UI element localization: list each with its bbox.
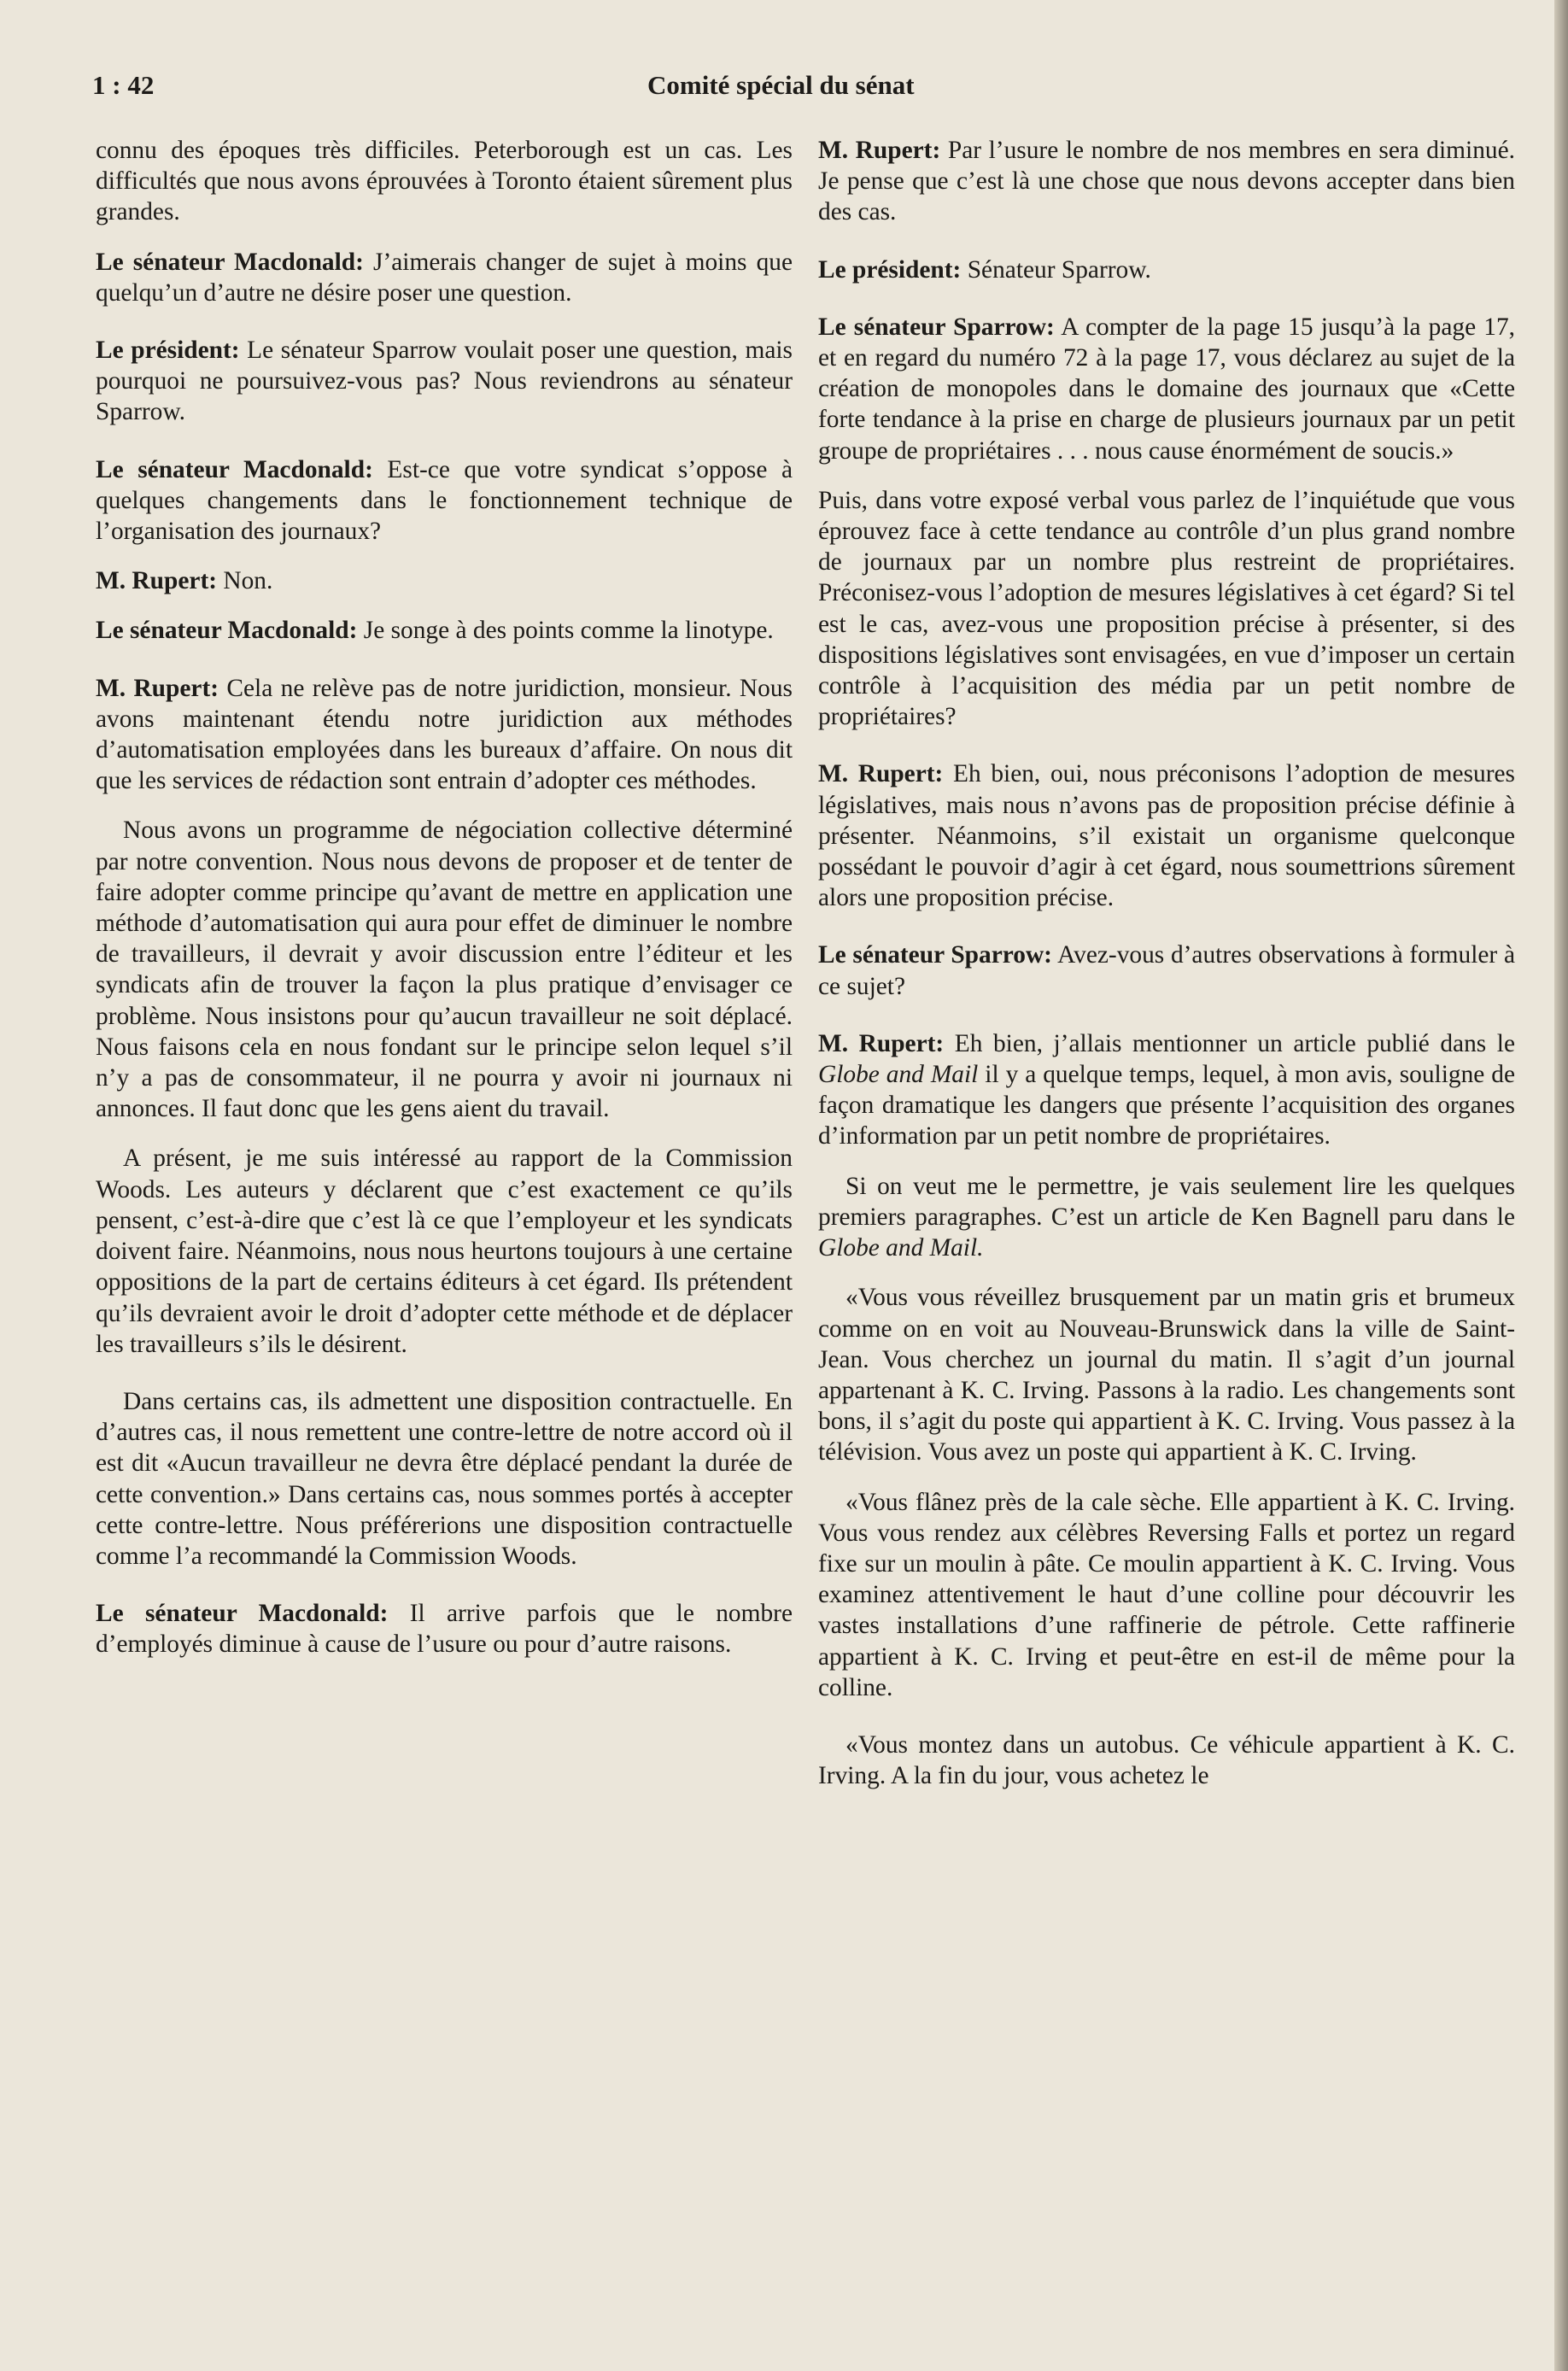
speaker: M. Rupert:: [96, 567, 218, 595]
page-edge: [1554, 0, 1568, 2371]
paragraph: Le sénateur Macdonald: Est-ce que votre syndicat s’oppose à quelques changements dans le fonctionnement technique de l’organisation des journaux?: [96, 455, 793, 546]
speaker: Le sénateur Macdonald:: [96, 248, 364, 276]
paragraph: Le président: Sénateur Sparrow.: [818, 255, 1151, 284]
paragraph: M. Rupert: Non.: [96, 567, 273, 595]
paragraph: «Vous flânez près de la cale sèche. Elle appartient à K. C. Irving. Vous vous rendez aux célèbres Reversing Falls et portez un regard fixe sur un moulin à pâte. Ce moulin appartient à K. C. Irving. Vous examinez attentivement le haut d’une colline pour découvrir les vastes installations d’une raffinerie de pétrole. Cette raffinerie appartient à K. C. Irving et peut-être en est-il de même pour la colline.: [818, 1488, 1515, 1701]
paragraph: Dans certains cas, ils admettent une disposition contractuelle. En d’autres cas, il nous remettent une contre-lettre de notre accord où il est dit «Aucun travailleur ne devra être déplacé pendant la durée de cette convention.» Dans certains cas, nous sommes portés à accepter cette contre-lettre. Nous préférerions une disposition contractuelle comme l’a recommandé la Commission Woods.: [96, 1387, 793, 1570]
paragraph: Le sénateur Sparrow: A compter de la page 15 jusqu’à la page 17, et en regard du numéro 72 à la page 17, vous déclarez au sujet de la création de monopoles dans le domaine des journaux que «Cette forte tendance à la prise en charge de plusieurs journaux par un petit groupe de propriétaires . . . nous cause énormément de soucis.»: [818, 313, 1515, 465]
paragraph: A présent, je me suis intéressé au rapport de la Commission Woods. Les auteurs y déclarent que c’est exactement ce qu’ils pensent, c’est-à-dire que c’est là ce que l’employeur et les syndicats doivent faire. Néanmoins, nous nous heurtons toujours à une certaine oppositions de la part de certains éditeurs à cet égard. Ils prétendent qu’ils devraient avoir le droit d’adopter cette méthode et de déplacer les travailleurs s’ils le désirent.: [96, 1145, 793, 1358]
speaker: Le sénateur Macdonald:: [96, 617, 358, 645]
paragraph: Nous avons un programme de négociation collective déterminé par notre convention. Nous nous devons de proposer et de tenter de faire adopter comme principe qu’avant de mettre en application une méthode d’automatisation qui aura pour effet de diminuer le nombre de travailleurs, il devrait y avoir discussion entre l’éditeur et les syndicats afin de trouver la façon la plus pratique d’envisager ce problème. Nous insistons pour qu’aucun travailleur ne soit déplacé. Nous faisons cela en nous fondant sur le principe selon lequel s’il n’y a pas de consommateur, il ne pourra y avoir ni journaux ni annonces. Il faut donc que les gens aient du travail.: [96, 817, 793, 1123]
paragraph: Le sénateur Sparrow: Avez-vous d’autres observations à formuler à ce sujet?: [818, 941, 1515, 1000]
speaker: Le sénateur Sparrow:: [818, 313, 1055, 341]
paragraph: «Vous montez dans un autobus. Ce véhicule appartient à K. C. Irving. A la fin du jour, vous achetez le: [818, 1730, 1515, 1790]
left-column: [96, 135, 793, 1687]
speaker: Le sénateur Macdonald:: [96, 455, 373, 483]
speaker: M. Rupert:: [818, 1029, 945, 1057]
running-title: Comité spécial du sénat: [647, 70, 915, 100]
paragraph: Si on veut me le permettre, je vais seulement lire les quelques premiers paragraphes. C’est un article de Ken Bagnell paru dans le Globe and Mail.: [818, 1172, 1515, 1262]
paragraph: M. Rupert: Cela ne relève pas de notre juridiction, monsieur. Nous avons maintenant étendu notre juridiction aux méthodes d’automatisation employées dans les bureaux d’affaire. On nous dit que les services de rédaction sont entrain d’adopter ces méthodes.: [96, 674, 793, 795]
paragraph: Le sénateur Macdonald: Il arrive parfois que le nombre d’employés diminue à cause de l’usure ou pour d’autre raisons.: [96, 1600, 793, 1659]
paragraph: M. Rupert: Eh bien, oui, nous préconisons l’adoption de mesures législatives, mais nous n’avons pas de proposition précise définie à présenter. Néanmoins, s’il existait un organisme quelconque possédant le pouvoir d’agir à cet égard, nous soumettrions sûrement alors une proposition précise.: [818, 760, 1515, 912]
paragraph: «Vous vous réveillez brusquement par un matin gris et brumeux comme on en voit au Nouveau-Brunswick dans la ville de Saint-Jean. Vous cherchez un journal du matin. Il s’agit d’un journal appartenant à K. C. Irving. Passons à la radio. Les changements sont bons, il s’agit du poste qui appartient à K. C. Irving. Vous passez à la télévision. Vous avez un poste qui appartient à K. C. Irving.: [818, 1284, 1515, 1467]
page-header: [92, 70, 1501, 113]
paragraph: Le sénateur Macdonald: Je songe à des points comme la linotype.: [96, 617, 774, 645]
page-number: 1 : 42: [92, 70, 155, 100]
paragraph: Le président: Le sénateur Sparrow voulait poser une question, mais pourquoi ne poursuivez-vous pas? Nous reviendrons au sénateur Sparrow.: [96, 337, 793, 426]
publication-title: Globe and Mail.: [818, 1234, 984, 1262]
speaker: M. Rupert:: [818, 760, 944, 788]
speaker: Le sénateur Macdonald:: [96, 1600, 389, 1628]
paragraph: M. Rupert: Eh bien, j’allais mentionner un article publié dans le Globe and Mail il y a quelque temps, lequel, à mon avis, souligne de façon dramatique les dangers que présente l’acquisition des organes d’information par un petit nombre de propriétaires.: [818, 1029, 1516, 1150]
speaker: Le sénateur Sparrow:: [818, 941, 1052, 969]
paragraph: Le sénateur Macdonald: J’aimerais changer de sujet à moins que quelqu’un d’autre ne désire poser une question.: [96, 248, 793, 307]
publication-title: Globe and Mail: [818, 1061, 979, 1089]
paragraph: connu des époques très difficiles. Peterborough est un cas. Les difficultés que nous avons éprouvées à Toronto étaient sûrement plus grandes.: [96, 137, 793, 226]
speaker: M. Rupert:: [818, 137, 941, 164]
speaker: M. Rupert:: [96, 674, 219, 702]
right-column: [818, 135, 1515, 1818]
paragraph: Puis, dans votre exposé verbal vous parlez de l’inquiétude que vous éprouvez face à cette tendance au contrôle d’un plus grand nombre de journaux par un nombre plus restreint de propriétaires. Préconisez-vous l’adoption de mesures législatives à cet égard? Si tel est le cas, avez-vous une proposition précise à présenter, si des dispositions législatives sont envisagées, en vue d’imposer un certain contrôle à l’acquisition des média par un petit nombre de propriétaires?: [818, 486, 1515, 731]
speaker: Le président:: [818, 255, 962, 284]
speaker: Le président:: [96, 337, 240, 365]
paragraph: M. Rupert: Par l’usure le nombre de nos membres en sera diminué. Je pense que c’est là une chose que nous devons accepter dans bien des cas.: [818, 137, 1515, 226]
